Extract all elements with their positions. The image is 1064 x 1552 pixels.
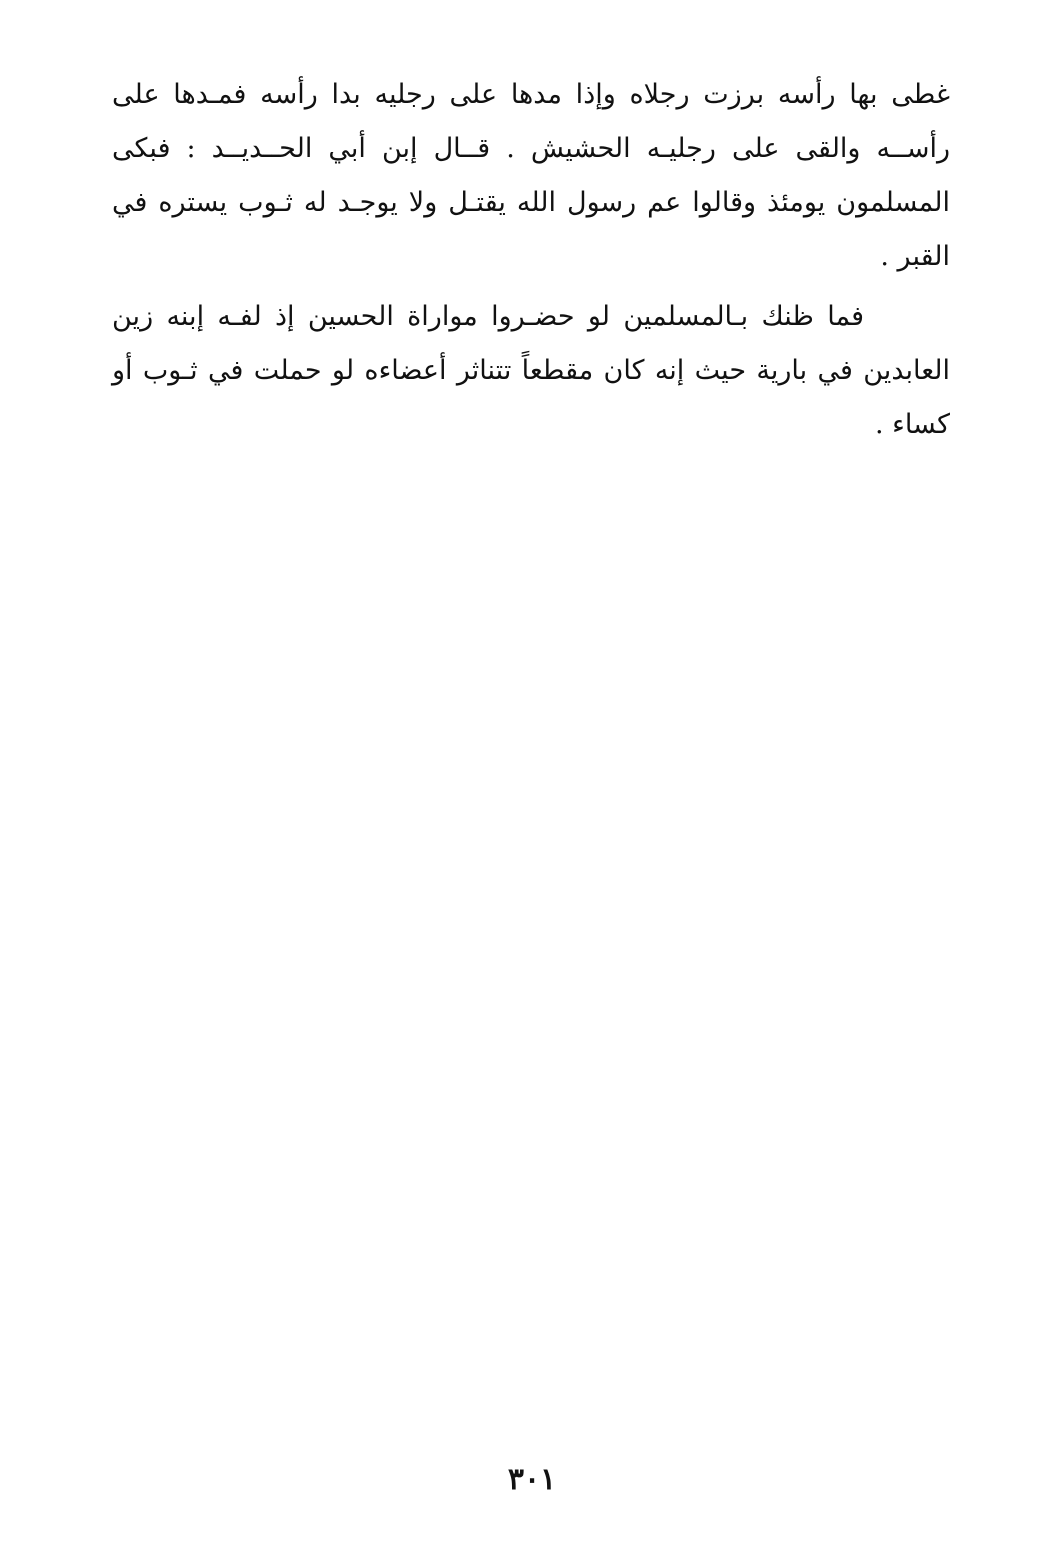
paragraph-1-text: غطى بها رأسه برزت رجلاه وإذا مدها على رجليه بدا رأسه فمـدها على رأســه والقى على رجليـه الحشيش . قــال إبن أبي الحــديــد : فبكى المسلمون يومئذ وقالوا عم رسول الله يقتـل ولا يوجـد له ثـوب يستره في القبر . xyxy=(112,79,950,272)
page-number: ٣٠١ xyxy=(507,1462,557,1497)
paragraph-1 xyxy=(112,68,950,284)
paragraph-2-text: فما ظنك بـالمسلمين لو حضـروا مواراة الحسين إذ لفـه إبنه زين العابدين في بارية حيث إنه كان مقطعاً تتناثر أعضاءه لو حملت في ثـوب أو كساء . xyxy=(112,301,950,440)
paragraph-2 xyxy=(112,290,950,452)
